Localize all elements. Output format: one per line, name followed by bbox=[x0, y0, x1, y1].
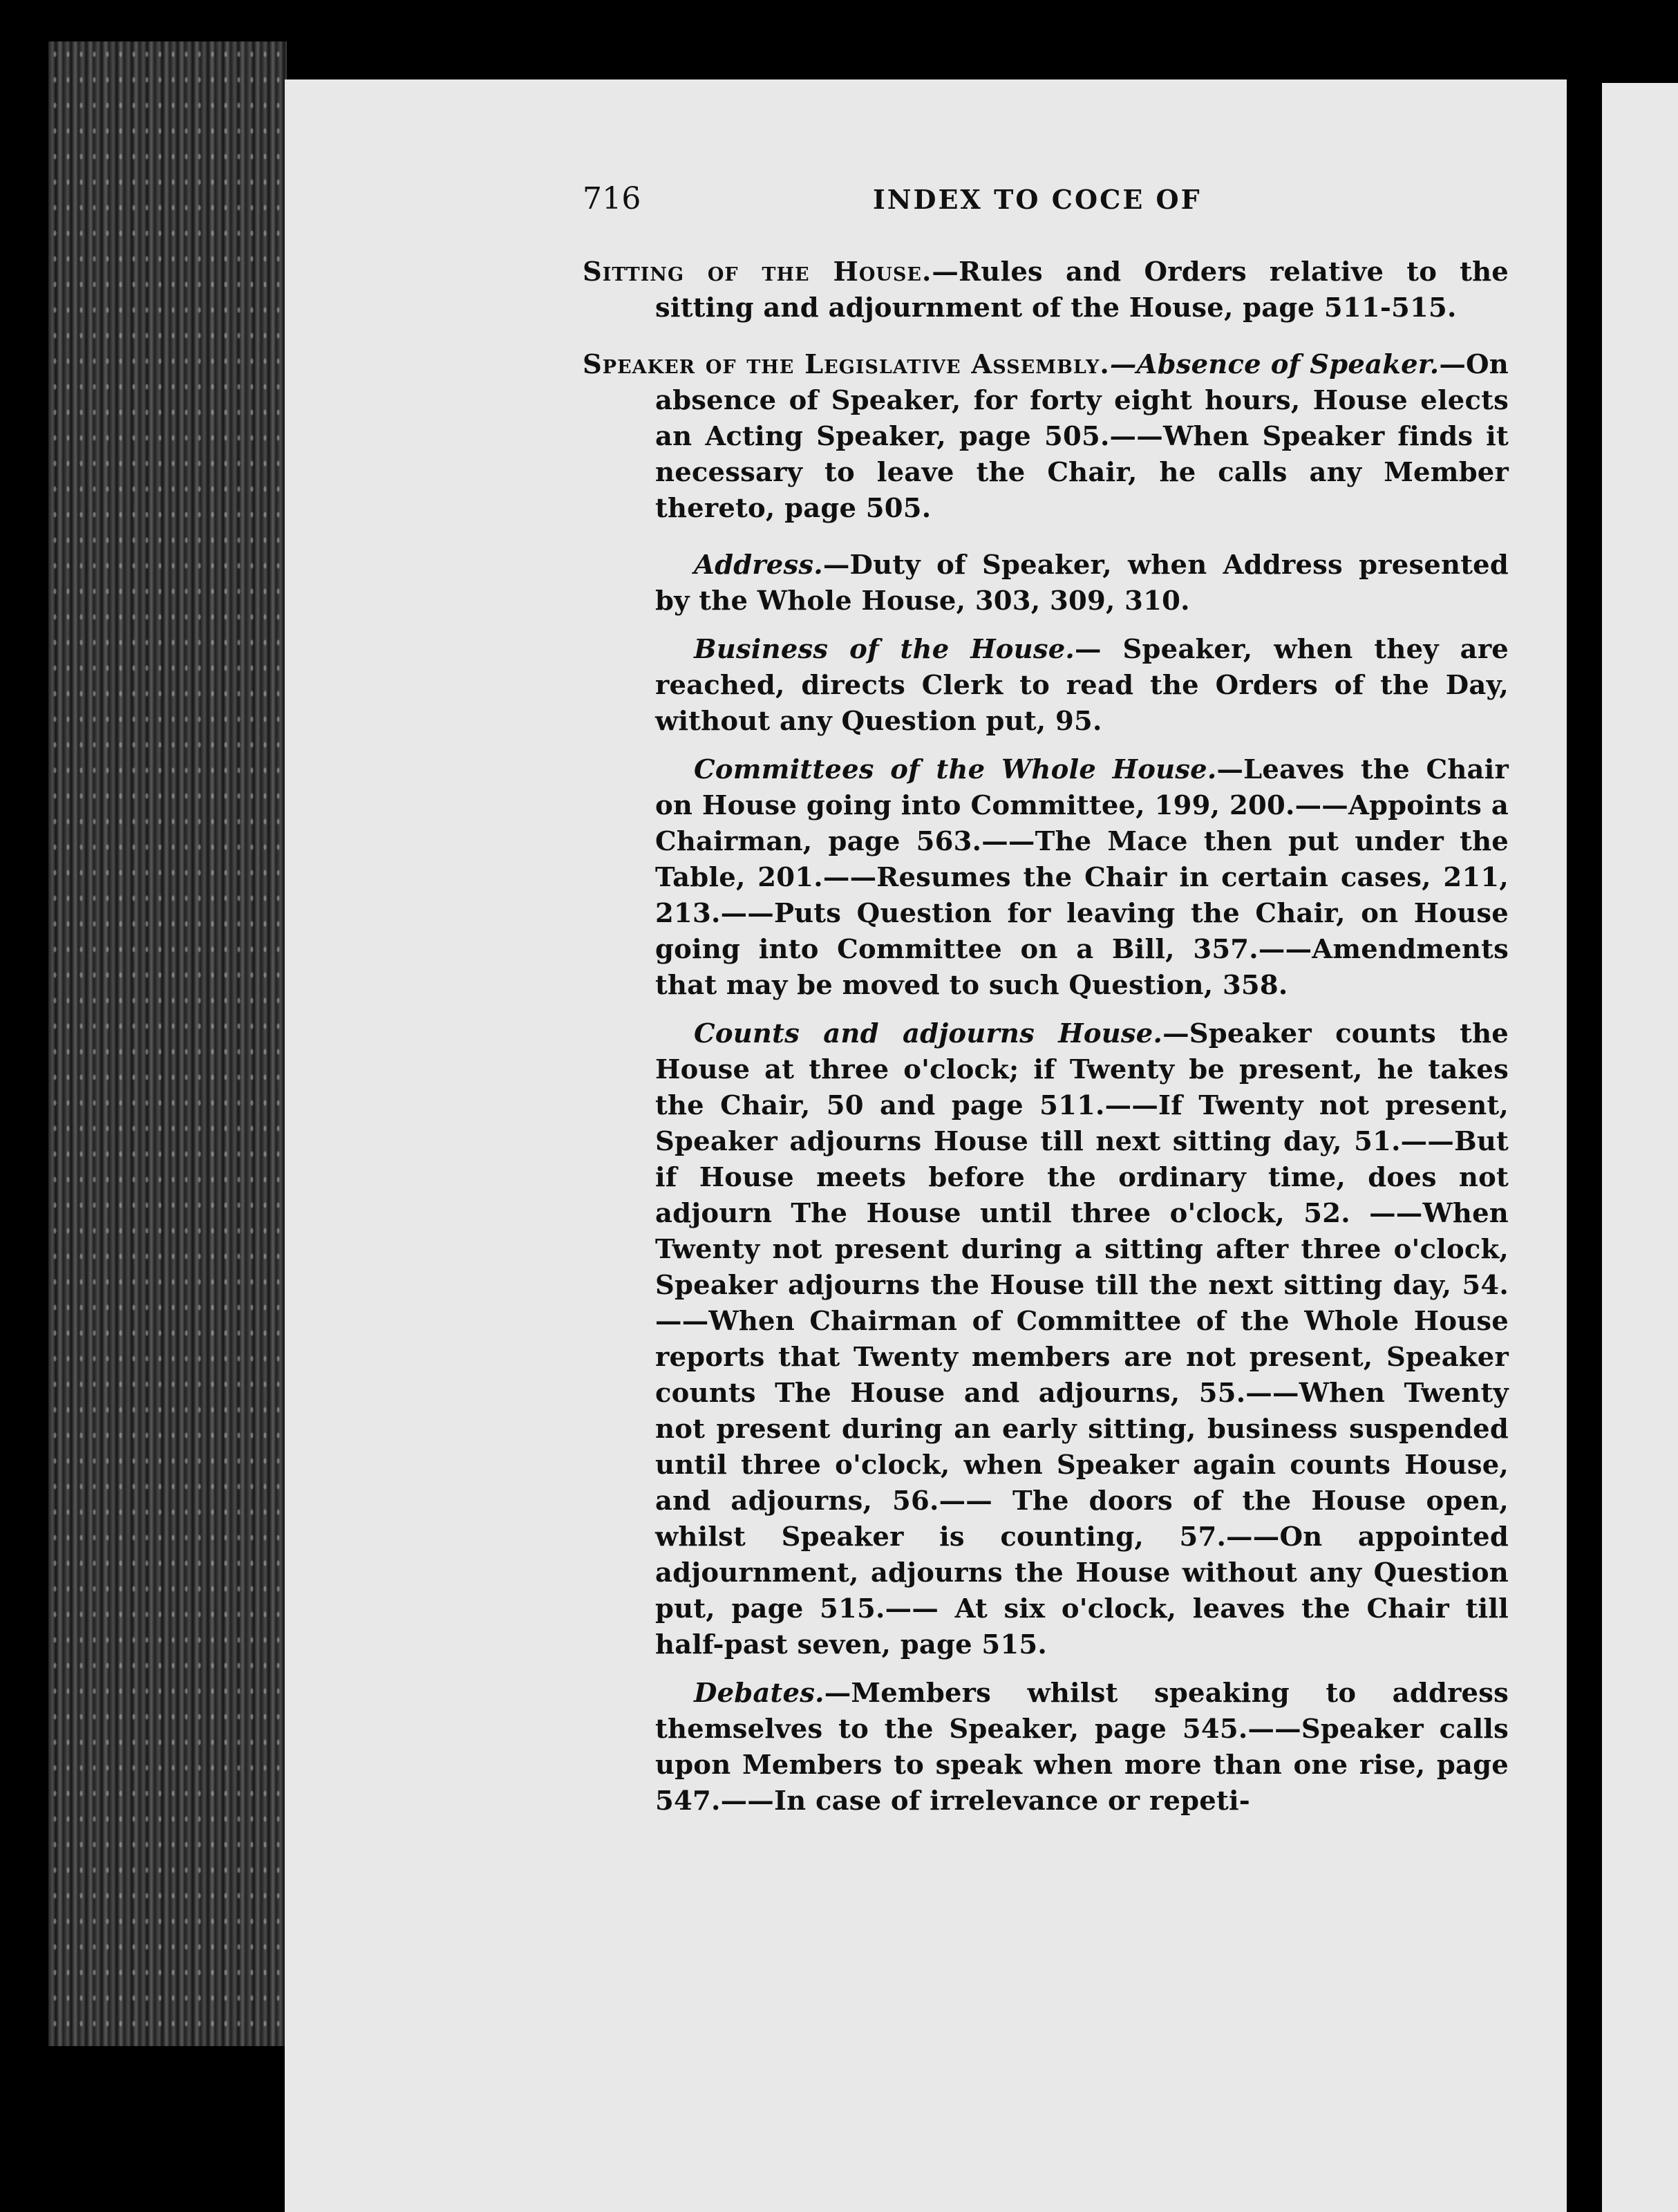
book-page-edges-texture bbox=[48, 41, 287, 2046]
subentry-title: Committees of the Whole House. bbox=[694, 754, 1217, 785]
facing-page-strip bbox=[1602, 83, 1678, 2212]
subentry-title: Debates. bbox=[694, 1678, 824, 1709]
entry-text: —Rules and Orders relative to the sitting and adjournment of the House, page 511-515. bbox=[655, 256, 1509, 324]
subentry-business bbox=[583, 632, 1509, 740]
index-entry-speaker bbox=[583, 347, 1509, 527]
subentry-text: —Speaker counts the House at three o'clock; if Twenty be present, he takes the Chair, 50 and page 511.——If Twenty not present, Speaker adjourns House till next sitting day, 51.——But if House meets before the ordinary time, does not adjourn The House until three o'clock, 52. ——When Twenty not present during a sitting after three o'clock, Speaker adjourns the House till the next sitting day, 54.——When Chairman of Committee of the Whole House reports that Twenty members are not present, Speaker counts The House and adjourns, 55.——When Twenty not present during an early sitting, business suspended until three o'clock, when Speaker again counts House, and adjourns, 56.—— The doors of the House open, whilst Speaker is counting, 57.——On appointed adjournment, adjourns the House without any Question put, page 515.—— At six o'clock, leaves the Chair till half-past seven, page 515. bbox=[655, 1018, 1509, 1660]
subentry-counts bbox=[583, 1016, 1509, 1663]
index-entry-sitting bbox=[583, 254, 1509, 326]
subentry-address bbox=[583, 547, 1509, 619]
subentry-title: Address. bbox=[694, 550, 823, 581]
subentry-committees bbox=[583, 752, 1509, 1004]
entry-heading: Speaker of the Legislative Assembly. bbox=[583, 349, 1110, 380]
page-header bbox=[583, 181, 1509, 229]
entry-heading: Sitting of the House. bbox=[583, 256, 932, 288]
entry-subheading: —Absence of Speaker. bbox=[1109, 349, 1440, 380]
subentry-title: Counts and adjourns House. bbox=[694, 1018, 1163, 1049]
subentry-debates bbox=[583, 1676, 1509, 1819]
subentry-text: —Duty of Speaker, when Address presented by the Whole House, 303, 309, 310. bbox=[655, 550, 1509, 617]
subentry-title: Business of the House. bbox=[694, 634, 1075, 665]
subentry-text: —Members whilst speaking to address themselves to the Speaker, page 545.——Speaker calls upon Members to speak when more than one rise, page 547.——In case of irrelevance or repeti- bbox=[655, 1678, 1509, 1817]
page-content bbox=[583, 181, 1509, 1832]
running-head: INDEX TO COCE OF bbox=[873, 184, 1202, 215]
subentry-text: —Leaves the Chair on House going into Committee, 199, 200.——Appoints a Chairman, page 563.——The Mace then put under the Table, 201.——Resumes the Chair in certain cases, 211, 213.——Puts Question for leaving the Chair, on House going into Committee on a Bill, 357.——Amendments that may be moved to such Question, 358. bbox=[655, 754, 1509, 1001]
page-number: 716 bbox=[583, 181, 641, 216]
subentry-text: — Speaker, when they are reached, directs Clerk to read the Orders of the Day, without any Question put, 95. bbox=[655, 634, 1509, 737]
entry-text: —On absence of Speaker, for forty eight hours, House elects an Acting Speaker, page 505.——When Speaker finds it necessary to leave the Chair, he calls any Member thereto, page 505. bbox=[655, 349, 1509, 524]
